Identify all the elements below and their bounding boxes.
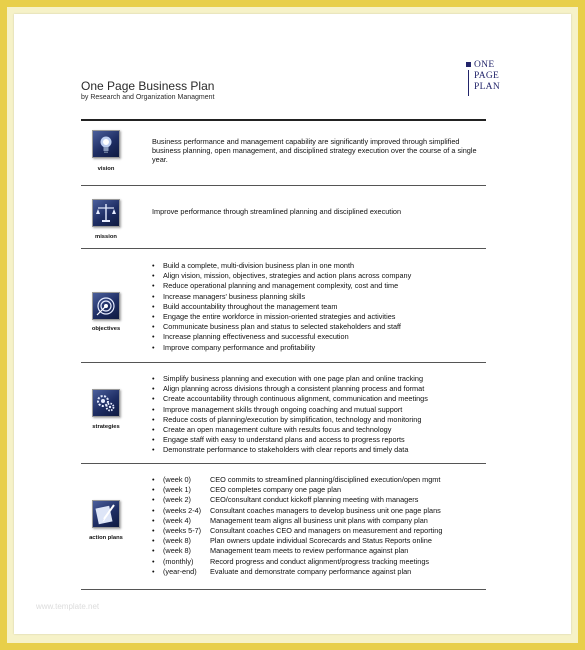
logo-bar — [468, 70, 469, 96]
timeframe: (year-end) — [163, 566, 197, 576]
logo-word-page: PAGE — [474, 71, 500, 81]
list-item: • Engage staff with easy to understand plans and access to progress reports — [152, 435, 487, 445]
list-item: • Engage the entire workforce in mission-oriented strategies and activities — [152, 312, 487, 322]
strategies-list — [152, 374, 487, 456]
list-item: • Increase planning effectiveness and successful execution — [152, 332, 487, 342]
list-item: • Align planning across divisions through a consistent planning process and format — [152, 384, 487, 394]
strategies-label: strategies — [92, 424, 120, 430]
timeframe: (weeks 5-7) — [163, 526, 202, 536]
list-item: • Create an open management culture with results focus and technology — [152, 425, 487, 435]
divider — [81, 185, 486, 186]
list-item: • Build accountability throughout the management team — [152, 302, 487, 312]
timeframe: (week 8) — [163, 536, 191, 546]
list-item — [152, 475, 487, 485]
list-item: • Improve management skills through ongoing coaching and mutual support — [152, 405, 487, 415]
divider-bottom — [81, 589, 486, 590]
timeframe: (monthly) — [163, 556, 194, 566]
scales-icon — [92, 199, 120, 227]
timeframe: (week 0) — [163, 475, 191, 484]
action-text: CEO/consultant conduct kickoff planning meeting with managers — [210, 495, 419, 505]
logo-word-one: ONE — [474, 60, 495, 70]
lightbulb-icon — [92, 130, 120, 158]
mission-label: mission — [95, 234, 117, 240]
action-plans-label: action plans — [89, 535, 123, 541]
list-item: • Reduce costs of planning/execution by simplification, technology and monitoring — [152, 415, 487, 425]
list-item: • Simplify business planning and execution with one page plan and online tracking — [152, 374, 487, 384]
divider-top — [81, 119, 486, 121]
action-text: CEO commits to streamlined planning/disciplined execution/open mgmt — [210, 475, 441, 484]
list-item — [152, 495, 487, 505]
list-item — [152, 526, 487, 536]
document-title: One Page Business Plan — [81, 79, 215, 93]
divider — [81, 463, 486, 464]
action-text: Consultant coaches CEO and managers on measurement and reporting — [210, 526, 443, 536]
gears-icon — [92, 389, 120, 417]
timeframe: (week 2) — [163, 495, 191, 505]
list-item: • Create accountability through continuous alignment, communication and meetings — [152, 394, 487, 404]
list-item: • Reduce operational planning and management complexity, cost and time — [152, 281, 487, 291]
list-item: • Build a complete, multi-division business plan in one month — [152, 261, 487, 271]
watermark: www.template.net — [36, 602, 100, 611]
logo-word-plan: PLAN — [474, 82, 501, 92]
list-item — [152, 546, 487, 556]
timeframe: (week 1) — [163, 485, 191, 495]
vision-label: vision — [97, 166, 115, 172]
timeframe: (weeks 2-4) — [163, 505, 202, 515]
objectives-label: objectives — [91, 326, 121, 332]
action-text: Management team meets to review performance against plan — [210, 546, 409, 556]
pen-writing-icon — [92, 500, 120, 528]
timeframe: (week 4) — [163, 515, 191, 525]
action-text: Management team aligns all business unit plans with company plan — [210, 515, 428, 525]
vision-text: Business performance and management capability are significantly improved through simplified business planning, open management, and disciplined strategy execution over the course of a single year. — [152, 137, 477, 165]
list-item: • Demonstrate performance to stakeholders with clear reports and timely data — [152, 445, 487, 455]
action-text: CEO completes company one page plan — [210, 485, 342, 495]
list-item: • Communicate business plan and status to selected stakeholders and staff — [152, 322, 487, 332]
divider — [81, 248, 486, 249]
list-item — [152, 557, 487, 567]
document-subtitle: by Research and Organization Managment — [81, 94, 215, 101]
logo-square-icon — [466, 62, 471, 67]
list-item — [152, 536, 487, 546]
divider — [81, 362, 486, 363]
list-item — [152, 567, 487, 577]
mission-text: Improve performance through streamlined planning and disciplined execution — [152, 207, 402, 216]
list-item — [152, 506, 487, 516]
list-item: • Improve company performance and profitability — [152, 343, 487, 353]
action-text: Record progress and conduct alignment/progress tracking meetings — [210, 556, 430, 566]
list-item — [152, 485, 487, 495]
action-text: Plan owners update individual Scorecards and Status Reports online — [210, 536, 432, 546]
list-item: • Align vision, mission, objectives, strategies and action plans across company — [152, 271, 487, 281]
target-icon — [92, 292, 120, 320]
objectives-list — [152, 261, 487, 353]
timeframe: (week 8) — [163, 546, 191, 556]
action-plans-list — [152, 475, 487, 577]
list-item — [152, 516, 487, 526]
action-text: Evaluate and demonstrate company performance against plan — [210, 566, 412, 576]
action-text: Consultant coaches managers to develop business unit one page plans — [210, 505, 441, 515]
list-item: • Increase managers' business planning skills — [152, 292, 487, 302]
one-page-plan-logo — [466, 60, 506, 98]
